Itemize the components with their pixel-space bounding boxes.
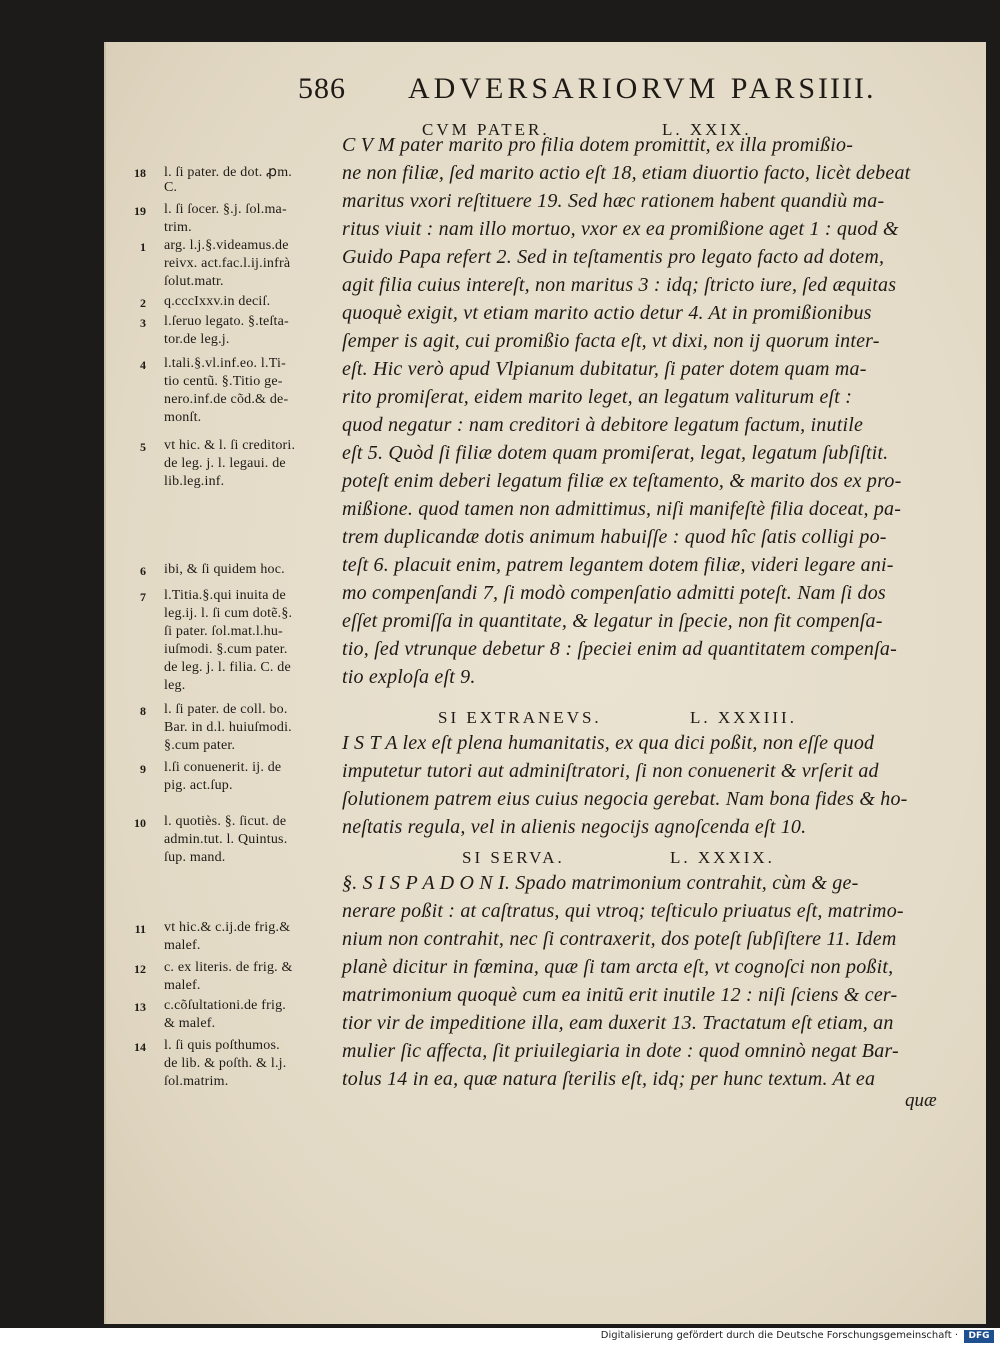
book-page <box>104 42 986 1324</box>
body-line: mißione. quod tamen non admittimus, niſi manifeſtè filia doceat, pa- <box>342 498 902 520</box>
page-number: 586 <box>298 72 346 105</box>
note-line: l.tali.§.vl.inf.eo. l.Ti- <box>164 356 286 371</box>
note-line: admin.tut. l. Quintus. <box>164 832 288 847</box>
note-line: vt hic. & l. ſi creditori. <box>164 438 296 453</box>
body-line: agit filia cuius intereſt, non maritus 3 : idq; ſtricto iure, ſed æquitas <box>342 274 897 296</box>
section-law: L. XXIX. <box>662 120 752 139</box>
note-line: vt hic.& c.ij.de frig.& <box>164 920 291 935</box>
running-head: ADVERSARIORVM PARS <box>408 72 820 105</box>
note-line: leg.ij. l. ſi cum dotẽ.§. <box>164 606 293 621</box>
body-line: teſt 6. placuit enim, patrem legantem dotem filiæ, videri legare ani- <box>342 554 894 576</box>
body-line: tolus 14 in ea, quæ natura ſterilis eſt, idq; per hunc textum. At ea <box>342 1068 876 1090</box>
body-line: ſolutionem patrem eius cuius negocia gerebat. Nam bona fides & ho- <box>342 788 908 810</box>
funding-credit: Digitalisierung gefördert durch die Deutsche Forschungsgemeinschaft · <box>600 1330 958 1341</box>
note-line: l. ſi quis poſthumos. <box>164 1038 280 1053</box>
body-line: §. S I S P A D O N I. Spado matrimonium contrahit, cùm & ge- <box>342 872 859 894</box>
body-line: C V M pater marito pro filia dotem promittit, ex illa promißio- <box>342 134 854 156</box>
note-line: monſt. <box>164 410 202 425</box>
body-line: mulier ſic affecta, ſit priuilegiaria in dote : quod omninò negat Bar- <box>342 1040 899 1062</box>
note-line: trim. <box>164 220 192 235</box>
note-number: 7 <box>140 590 146 604</box>
note-line: iuſmodi. §.cum pater. <box>164 642 288 657</box>
note-line: nero.inf.de cõd.& de- <box>164 392 289 407</box>
note-line: pig. act.ſup. <box>164 778 233 793</box>
note-line: ſi pater. ſol.mat.l.hu- <box>164 624 283 639</box>
note-number: 8 <box>140 704 146 718</box>
body-line: quoquè exigit, vt etiam marito actio detur 4. At in promißionibus <box>342 302 872 324</box>
note-line: l. ſi ſocer. §.j. ſol.ma- <box>164 202 287 217</box>
note-line: l. quotiès. §. ſicut. de <box>164 814 287 829</box>
note-line: l. ſi pater. de dot. ꝓm. <box>164 165 293 180</box>
note-line: l.ſeruo legato. §.teſta- <box>164 314 289 329</box>
dfg-logo: DFG <box>964 1330 994 1343</box>
note-line: ſup. mand. <box>164 850 226 865</box>
note-number: 19 <box>134 204 146 218</box>
note-number: 9 <box>140 762 146 776</box>
note-line: arg. l.j.§.videamus.de <box>164 238 289 253</box>
note-line: ibi, & ſi quidem hoc. <box>164 562 285 577</box>
body-line: tior vir de impeditione illa, eam duxerit 13. Tractatum eſt etiam, an <box>342 1012 894 1034</box>
note-line: C. <box>164 180 178 195</box>
note-number: 1 <box>140 240 146 254</box>
note-line: leg. <box>164 678 186 693</box>
note-line: & malef. <box>164 1016 216 1031</box>
body-line: quod negatur : nam creditori à debitore legatum factum, inutile <box>342 414 864 436</box>
note-line: q.cccIxxv.in deciſ. <box>164 294 271 309</box>
note-number: 3 <box>140 316 146 330</box>
note-number: 6 <box>140 564 146 578</box>
body-line: eſt 5. Quòd ſi filiæ dotem quam promiſerat, legat, legatum ſubſiſtit. <box>342 442 889 464</box>
body-line: imputetur tutori aut adminiſtratori, ſi non conuenerit & vrſerit ad <box>342 760 879 782</box>
note-line: l. ſi pater. de coll. bo. <box>164 702 288 717</box>
body-line: eſt. Hic verò apud Vlpianum dubitatur, ſi pater dotem quam ma- <box>342 358 867 380</box>
body-line: ſemper is agit, cui promißio facta eſt, vt dixi, non ij quorum inter- <box>342 330 880 352</box>
body-line: nium non contrahit, nec ſi contraxerit, dos poteſt ſubſiſtere 11. Idem <box>342 928 897 950</box>
note-line: lib.leg.inf. <box>164 474 225 489</box>
note-line: Bar. in d.l. huiuſmodi. <box>164 720 292 735</box>
note-number: 18 <box>134 166 146 180</box>
note-number: 10 <box>134 816 146 830</box>
note-line: l.ſi conuenerit. ij. de <box>164 760 282 775</box>
note-line: ſol.matrim. <box>164 1074 229 1089</box>
body-line: rito promiſerat, eidem marito leget, an legatum valiturum eſt : <box>342 386 853 408</box>
body-line: mo compenſandi 7, ſi modò compenſatio admitti poteſt. Nam ſi dos <box>342 582 886 604</box>
section-title: SI SERVA. <box>462 848 565 867</box>
note-line: c. ex literis. de frig. & <box>164 960 293 975</box>
section-law: L. XXXIII. <box>690 708 797 727</box>
section-heading-si-extraneus <box>438 708 797 728</box>
body-line: eſſet promiſſa in quantitate, & legatur in ſpecie, non fit compenſa- <box>342 610 883 632</box>
body-line: tio, ſed vtrunque debetur 8 : ſpeciei enim ad quantitatem compenſa- <box>342 638 897 660</box>
section-heading-si-serva <box>462 848 775 868</box>
note-line: c.cõſultationi.de frig. <box>164 998 287 1013</box>
body-line: poteſt enim deberi legatum filiæ ex teſtamento, & marito dos ex pro- <box>342 470 902 492</box>
note-number: 5 <box>140 440 146 454</box>
note-line: de leg. j. l. filia. C. de <box>164 660 291 675</box>
note-number: 2 <box>140 296 146 310</box>
note-line: de lib. & poſth. & l.j. <box>164 1056 287 1071</box>
body-line: I S T A lex eſt plena humanitatis, ex qua dici poßit, non eſſe quod <box>342 732 875 754</box>
note-line: tio centũ. §.Titio ge- <box>164 374 283 389</box>
note-line: de leg. j. l. legaui. de <box>164 456 286 471</box>
note-number: 4 <box>140 358 146 372</box>
body-line: trem duplicandæ dotis animum habuiſſe : quod hîc ſatis colligi po- <box>342 526 887 548</box>
note-line: l.Titia.§.qui inuita de <box>164 588 286 603</box>
footer-bar <box>0 1328 1000 1347</box>
note-line: §.cum pater. <box>164 738 236 753</box>
note-number: 11 <box>134 922 146 936</box>
note-line: reivx. act.fac.l.ij.infrà <box>164 256 291 271</box>
body-line: matrimonium quoquè cum ea initũ erit inutile 12 : niſi ſciens & cer- <box>342 984 898 1006</box>
body-line: ne non filiæ, ſed marito actio eſt 18, etiam diuortio facto, licèt debeat <box>342 162 911 184</box>
section-law: L. XXXIX. <box>670 848 775 867</box>
body-line: planè dicitur in fœmina, quæ ſi tam arcta eſt, vt cognoſci non poßit, <box>342 956 894 978</box>
body-line: neſtatis regula, vel in alienis negocijs agnoſcenda eſt 10. <box>342 816 807 838</box>
note-number: 12 <box>134 962 146 976</box>
note-line: tor.de leg.j. <box>164 332 230 347</box>
note-line: ſolut.matr. <box>164 274 224 289</box>
running-head-part: IIII. <box>818 72 876 105</box>
section-title: SI EXTRANEVS. <box>438 708 602 727</box>
note-line: malef. <box>164 978 201 993</box>
catchword: quæ <box>905 1090 937 1111</box>
note-line: malef. <box>164 938 201 953</box>
body-line: maritus vxori reſtituere 19. Sed hæc rationem habent quandiù ma- <box>342 190 885 212</box>
note-number: 14 <box>134 1040 146 1054</box>
body-line: ritus viuit : nam illo mortuo, vxor ex ea promißione aget 1 : quod & <box>342 218 899 240</box>
note-number: 13 <box>134 1000 146 1014</box>
body-line: nerare poßit : at caſtratus, qui vtroq; teſticulo priuatus eſt, matrimo- <box>342 900 904 922</box>
body-line: Guido Papa refert 2. Sed in teſtamentis pro legato facto ad dotem, <box>342 246 885 268</box>
section-title: CVM PATER. <box>422 120 550 139</box>
body-line: tio exploſa eſt 9. <box>342 666 476 688</box>
